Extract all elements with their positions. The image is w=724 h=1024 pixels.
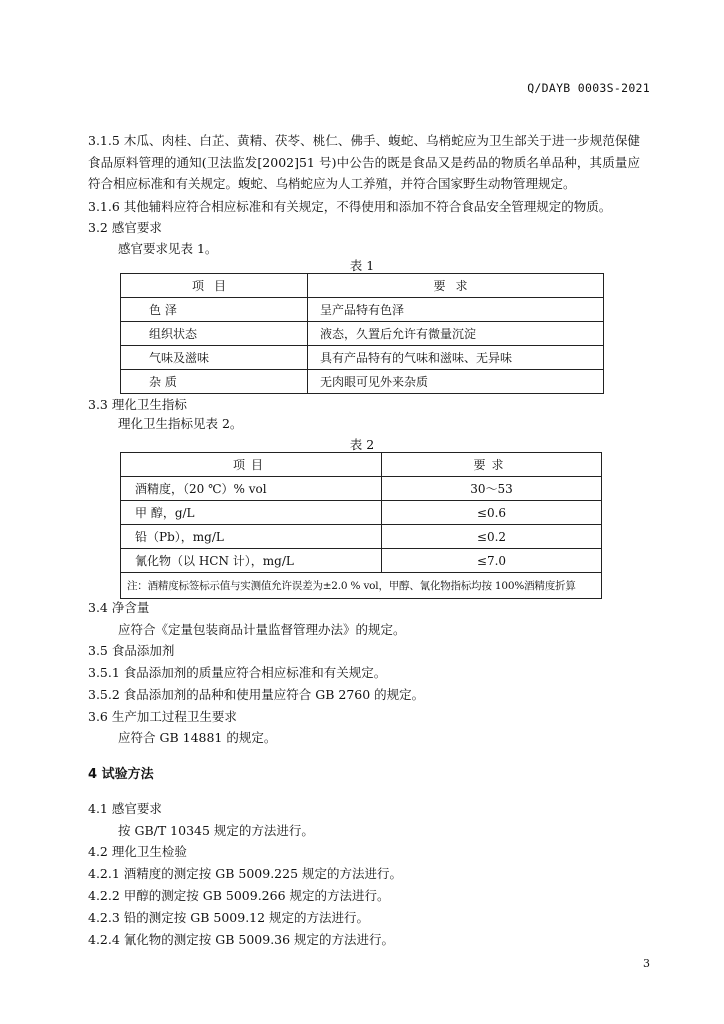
table-row xyxy=(121,525,602,549)
table-cell: 无肉眼可见外来杂质 xyxy=(308,370,604,394)
table-cell: 液态，久置后允许有微量沉淀 xyxy=(308,322,604,346)
table-header-row xyxy=(121,453,602,477)
clause-3-5-1: 3.5.1 食品添加剂的质量应符合相应标准和有关规定。 xyxy=(88,665,387,680)
section-3-3-title: 3.3 理化卫生指标 xyxy=(88,397,187,412)
table-2-caption: 表 2 xyxy=(349,437,375,452)
table-cell: ≤0.2 xyxy=(382,525,602,549)
table-header-cell: 项目 xyxy=(121,274,308,298)
page-number: 3 xyxy=(643,957,650,970)
table-cell: ≤0.6 xyxy=(382,501,602,525)
table-1-caption: 表 1 xyxy=(349,258,375,273)
clause-3-1-6: 3.1.6 其他辅料应符合相应标准和有关规定，不得使用和添加不符合食品安全管理规定的物质。 xyxy=(88,199,612,214)
table-row xyxy=(121,501,602,525)
table-cell: 30～53 xyxy=(382,477,602,501)
table-2-note: 注：酒精度标签标示值与实测值允许误差为±2.0 % vol，甲醇、氰化物指标均按 100%酒精度折算 xyxy=(121,573,602,599)
table-cell: 呈产品特有色泽 xyxy=(308,298,604,322)
table-cell: 氰化物（以 HCN 计），mg/L xyxy=(121,549,382,573)
table-cell: 色 泽 xyxy=(121,298,308,322)
section-3-5-title: 3.5 食品添加剂 xyxy=(88,643,175,658)
table-header-cell: 项目 xyxy=(121,453,382,477)
section-4-1-body: 按 GB/T 10345 规定的方法进行。 xyxy=(118,823,314,838)
table-header-cell: 要求 xyxy=(308,274,604,298)
table-header-row xyxy=(121,274,604,298)
table-cell: 铅（Pb），mg/L xyxy=(121,525,382,549)
table-cell: 杂 质 xyxy=(121,370,308,394)
table-cell: 酒精度，（20 ℃）% vol xyxy=(121,477,382,501)
table-row xyxy=(121,549,602,573)
table-row xyxy=(121,477,602,501)
section-4-2-title: 4.2 理化卫生检验 xyxy=(88,844,187,859)
clause-4-2-2: 4.2.2 甲醇的测定按 GB 5009.266 规定的方法进行。 xyxy=(88,888,390,903)
section-4-1-title: 4.1 感官要求 xyxy=(88,801,162,816)
clause-3-1-5: 3.1.5 木瓜、肉桂、白芷、黄精、茯苓、桃仁、佛手、蝮蛇、乌梢蛇应为卫生部关于进一步规范保健食品原料管理的通知(卫法监发[2002]51 号)中公告的既是食品又是药品的物质名单品种，其质量应符合相应标准和有关规定。蝮蛇、乌梢蛇应为人工养殖，并符合国家野生动物管理规定。 xyxy=(88,133,640,191)
section-3-2-title: 3.2 感官要求 xyxy=(88,220,162,235)
section-3-6-body: 应符合 GB 14881 的规定。 xyxy=(118,730,277,745)
table-cell: 组织状态 xyxy=(121,322,308,346)
document-code: Q/DAYB 0003S-2021 xyxy=(527,81,650,95)
table-cell: 甲 醇，g/L xyxy=(121,501,382,525)
section-4-heading: 4 试验方法 xyxy=(88,767,154,782)
table-cell: 具有产品特有的气味和滋味、无异味 xyxy=(308,346,604,370)
section-3-2-body: 感官要求见表 1。 xyxy=(118,241,218,256)
section-3-3-body: 理化卫生指标见表 2。 xyxy=(118,416,243,431)
clause-4-2-1: 4.2.1 酒精度的测定按 GB 5009.225 规定的方法进行。 xyxy=(88,866,403,881)
table-cell: ≤7.0 xyxy=(382,549,602,573)
table-1 xyxy=(120,273,604,394)
clause-4-2-4: 4.2.4 氰化物的测定按 GB 5009.36 规定的方法进行。 xyxy=(88,932,395,947)
table-row xyxy=(121,370,604,394)
clause-3-5-2: 3.5.2 食品添加剂的品种和使用量应符合 GB 2760 的规定。 xyxy=(88,687,425,702)
clause-4-2-3: 4.2.3 铅的测定按 GB 5009.12 规定的方法进行。 xyxy=(88,910,370,925)
table-note-row xyxy=(121,573,602,599)
table-header-cell: 要求 xyxy=(382,453,602,477)
table-2 xyxy=(120,452,602,599)
table-row xyxy=(121,346,604,370)
section-3-6-title: 3.6 生产加工过程卫生要求 xyxy=(88,709,237,724)
table-row xyxy=(121,298,604,322)
section-3-4-body: 应符合《定量包装商品计量监督管理办法》的规定。 xyxy=(118,622,406,637)
table-cell: 气味及滋味 xyxy=(121,346,308,370)
section-3-4-title: 3.4 净含量 xyxy=(88,600,150,615)
table-row xyxy=(121,322,604,346)
